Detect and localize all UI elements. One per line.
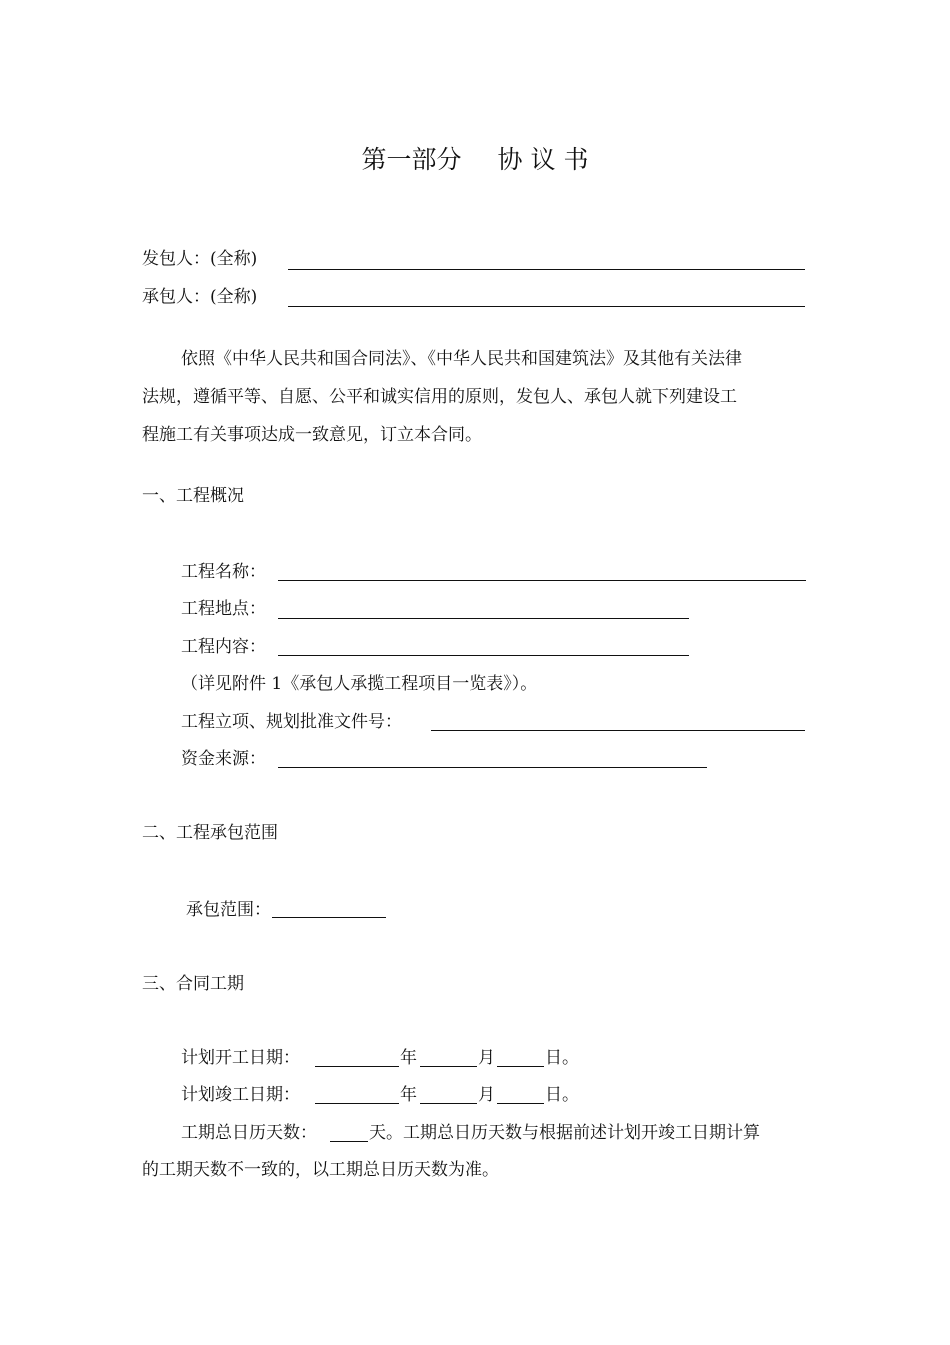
attachment-note: （详见附件 1《承包人承揽工程项目一览表》）。	[181, 674, 538, 694]
planned-start-label: 计划开工日期：	[181, 1048, 300, 1068]
funding-source-field[interactable]	[278, 767, 707, 768]
finish-day-unit: 日。	[545, 1085, 579, 1105]
start-day-unit: 日。	[545, 1048, 579, 1068]
start-month-field[interactable]	[420, 1066, 477, 1067]
section-2-heading: 二、工程承包范围	[142, 823, 278, 843]
approval-doc-label: 工程立项、规划批准文件号：	[181, 712, 402, 732]
total-days-line-2: 的工期天数不一致的，以工期总日历天数为准。	[142, 1160, 499, 1180]
document-title	[0, 144, 950, 176]
finish-day-field[interactable]	[497, 1103, 544, 1104]
scope-field[interactable]	[272, 917, 386, 918]
finish-month-field[interactable]	[420, 1103, 477, 1104]
project-content-label: 工程内容：	[181, 637, 266, 657]
title-name: 协 议 书	[497, 145, 589, 174]
finish-month-unit: 月	[478, 1085, 495, 1105]
start-year-field[interactable]	[315, 1066, 399, 1067]
section-3-heading: 三、合同工期	[142, 974, 244, 994]
finish-year-field[interactable]	[315, 1103, 399, 1104]
section-1-heading: 一、工程概况	[142, 486, 244, 506]
employer-label: 发包人：(全称)	[142, 249, 258, 269]
planned-finish-label: 计划竣工日期：	[181, 1085, 300, 1105]
scope-label: 承包范围：	[186, 900, 271, 920]
total-days-text: 天。工期总日历天数与根据前述计划开竣工日期计算	[369, 1123, 760, 1143]
contractor-label: 承包人：(全称)	[142, 287, 258, 307]
project-location-field[interactable]	[278, 618, 689, 619]
project-content-field[interactable]	[278, 655, 689, 656]
total-days-field[interactable]	[330, 1141, 368, 1142]
project-name-field[interactable]	[278, 580, 806, 581]
intro-line-1: 依照《中华人民共和国合同法》、《中华人民共和国建筑法》及其他有关法律	[181, 349, 742, 369]
project-name-label: 工程名称：	[181, 562, 266, 582]
start-day-field[interactable]	[497, 1066, 544, 1067]
start-year-unit: 年	[400, 1048, 417, 1068]
funding-source-label: 资金来源：	[181, 749, 266, 769]
start-month-unit: 月	[478, 1048, 495, 1068]
employer-name-field[interactable]	[288, 269, 805, 270]
intro-line-2: 法规，遵循平等、自愿、公平和诚实信用的原则，发包人、承包人就下列建设工	[142, 387, 737, 407]
intro-line-3: 程施工有关事项达成一致意见，订立本合同。	[142, 425, 482, 445]
contractor-name-field[interactable]	[288, 306, 805, 307]
approval-doc-field[interactable]	[431, 730, 805, 731]
title-part: 第一部分	[361, 145, 462, 174]
total-days-label: 工期总日历天数：	[181, 1123, 317, 1143]
project-location-label: 工程地点：	[181, 599, 266, 619]
finish-year-unit: 年	[400, 1085, 417, 1105]
